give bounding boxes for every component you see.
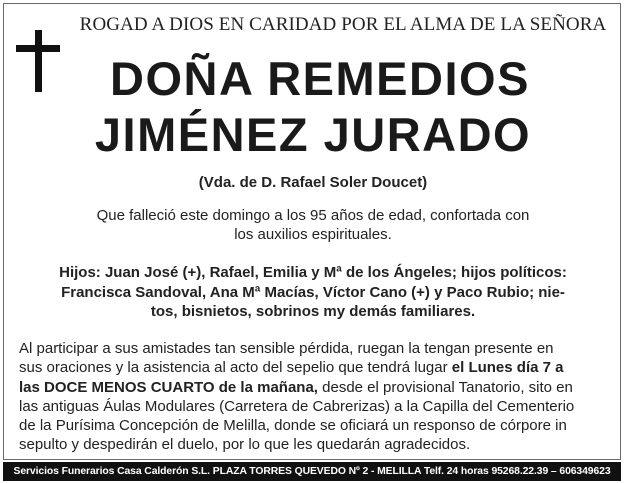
widow-of: (Vda. de D. Rafael Soler Doucet) [198, 174, 428, 191]
death-notice [60, 206, 566, 244]
funeral-line: las antiguas Áulas Modulares (Carretera de Cabrerizas) a la Capilla del Cementerio [19, 397, 575, 415]
funeral-line [19, 358, 611, 377]
funeral-home-footer: Servicios Funerarios Casa Calderón S.L. PLAZA TORRES QUEVEDO Nº 2 - MELILLA Telf. 24 horas 95268.22.39 – 606349623 [3, 462, 621, 481]
deceased-name-first: DOÑA REMEDIOS [110, 52, 530, 105]
family-line: tos, bisnietos, sobrinos my demás familiares. [150, 303, 476, 320]
death-notice-line: Que falleció este domingo a los 95 años de edad, confortada con [96, 207, 530, 224]
funeral-time: las DOCE MENOS CUARTO de la mañana, [19, 378, 318, 396]
funeral-text: desde el provisional Tanatorio, sito en [317, 378, 573, 396]
family-list [20, 263, 606, 322]
funeral-text: sus oraciones y la asistencia al acto del sepelio que tendrá lugar [19, 359, 452, 377]
heading: ROGAD A DIOS EN CARIDAD POR EL ALMA DE LA SEÑORA [79, 14, 607, 35]
funeral-line: sepulto y despedirán el duelo, por lo que les quedarán agradecidos. [19, 436, 471, 454]
family-line: Hijos: Juan José (+), Rafael, Emilia y Mª de los Ángeles; hijos políticos: [59, 264, 567, 281]
funeral-line: de la Purísima Concepción de Melilla, donde se oficiará un responso de córpore in [19, 417, 567, 435]
deceased-name-last: JIMÉNEZ JURADO [94, 108, 532, 161]
funeral-line: Al participar a sus amistades tan sensible pérdida, ruegan la tengan presente en [19, 340, 554, 357]
family-line: Francisca Sandoval, Ana Mª Macías, Víctor Cano (+) y Paco Rubio; nie- [61, 283, 565, 301]
funeral-line [19, 378, 611, 397]
death-notice-line: los auxilios espirituales. [234, 226, 392, 243]
funeral-date: el Lunes día 7 a [451, 359, 564, 377]
funeral-details [19, 339, 611, 455]
